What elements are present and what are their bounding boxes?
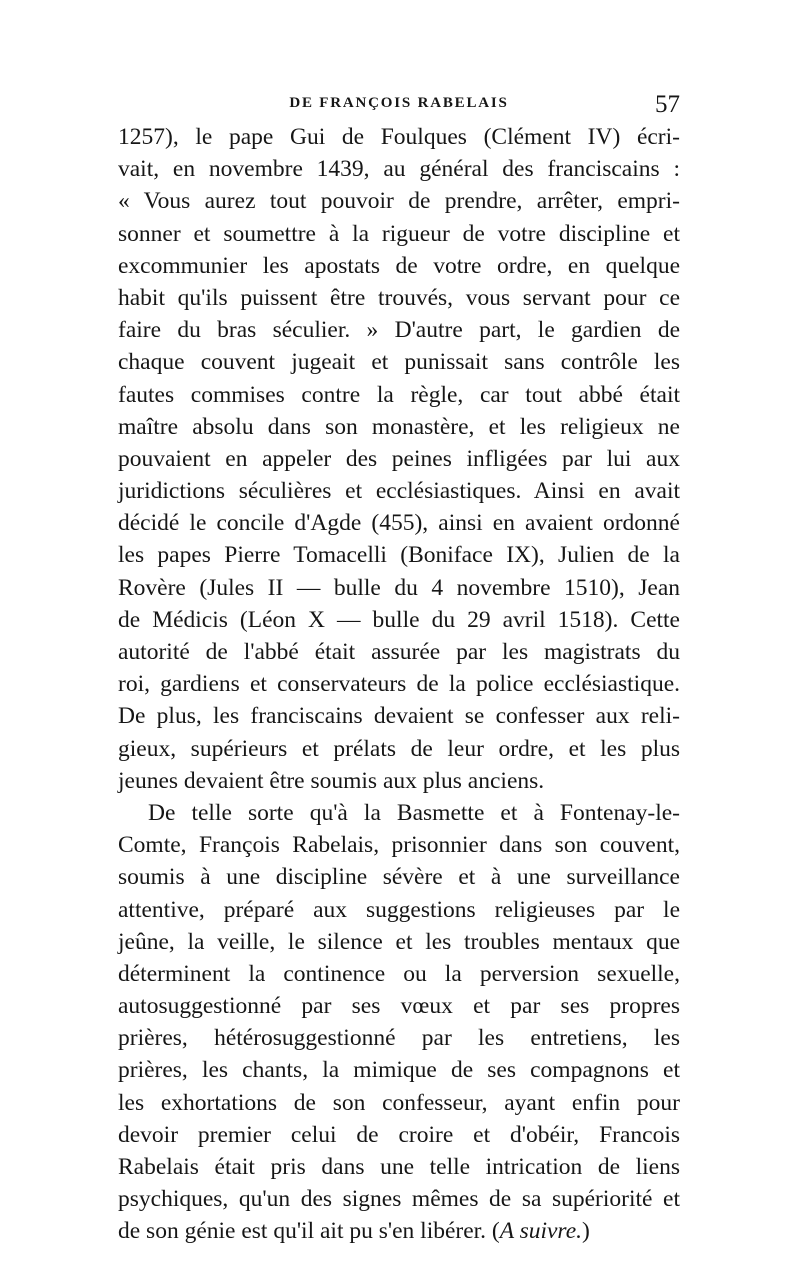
- text-line: fautes commises contre la règle, car tout abbé était: [118, 381, 680, 408]
- text-line: De plus, les franciscains devaient se confesser aux reli-: [118, 703, 680, 730]
- text-line: devoir premier celui de croire et d'obéir, Francois: [118, 1121, 680, 1148]
- final-line: [118, 1215, 680, 1247]
- final-line-text: de son génie est qu'il ait pu s'en libérer. (: [118, 1218, 500, 1245]
- text-line: déterminent la continence ou la perversion sexuelle,: [118, 960, 680, 987]
- text-line: Rabelais était pris dans une telle intrication de liens: [118, 1154, 680, 1180]
- text-line: jeûne, la veille, le silence et les troubles mentaux que: [118, 928, 680, 955]
- text-line: les papes Pierre Tomacelli (Boniface IX), Julien de la: [118, 542, 680, 569]
- text-line: autosuggestionné par ses vœux et par ses propres: [118, 993, 680, 1020]
- text-line: de Médicis (Léon X — bulle du 29 avril 1518). Cette: [118, 606, 680, 633]
- text-line: juridictions séculières et ecclésiastiques. Ainsi en avait: [118, 478, 680, 505]
- text-line: 1257), le pape Gui de Foulques (Clément IV) écri-: [118, 124, 680, 150]
- text-line: jeunes devaient être soumis aux plus anciens.: [118, 767, 545, 794]
- text-line: faire du bras séculier. » D'autre part, le gardien de: [118, 317, 680, 344]
- text-line: prières, les chants, la mimique de ses compagnons et: [118, 1057, 680, 1084]
- text-line: « Vous aurez tout pouvoir de prendre, arrêter, empri-: [118, 188, 680, 215]
- text-line: sonner et soumettre à la rigueur de votre discipline et: [118, 220, 680, 247]
- closing-paren: ): [582, 1218, 590, 1245]
- to-be-continued: A suivre.: [499, 1218, 583, 1245]
- text-line: Comte, François Rabelais, prisonnier dans son couvent,: [118, 832, 680, 859]
- page-number: 57: [655, 91, 680, 118]
- text-line: Rovère (Jules II — bulle du 4 novembre 1510), Jean: [118, 574, 680, 601]
- text-line: vait, en novembre 1439, au général des franciscains :: [118, 156, 680, 183]
- text-line: De telle sorte qu'à la Basmette et à Fontenay-le-: [148, 799, 680, 826]
- text-line: roi, gardiens et conservateurs de la police ecclésiastique.: [118, 671, 680, 698]
- text-line: maître absolu dans son monastère, et les religieux ne: [118, 413, 680, 440]
- text-line: décidé le concile d'Agde (455), ainsi en avaient ordonné: [118, 510, 680, 537]
- text-line: autorité de l'abbé était assurée par les magistrats du: [118, 639, 680, 665]
- text-line: gieux, supérieurs et prélats de leur ordre, et les plus: [118, 735, 680, 762]
- text-line: soumis à une discipline sévère et à une surveillance: [118, 864, 680, 891]
- text-line: attentive, préparé aux suggestions religieuses par le: [118, 896, 680, 923]
- text-line: excommunier les apostats de votre ordre, en quelque: [118, 252, 680, 279]
- text-line: chaque couvent jugeait et punissait sans contrôle les: [118, 349, 680, 376]
- text-line: habit qu'ils puissent être trouvés, vous servant pour ce: [118, 284, 680, 311]
- text-line: prières, hétérosuggestionné par les entretiens, les: [118, 1025, 680, 1052]
- running-head: [118, 91, 680, 119]
- text-line: les exhortations de son confesseur, ayant enfin pour: [118, 1089, 680, 1116]
- running-title: DE FRANÇOIS RABELAIS: [289, 95, 509, 111]
- text-line: pouvaient en appeler des peines infligées par lui aux: [118, 445, 680, 472]
- text-line: psychiques, qu'un des signes mêmes de sa supériorité et: [118, 1186, 680, 1213]
- body-text: [118, 121, 680, 1248]
